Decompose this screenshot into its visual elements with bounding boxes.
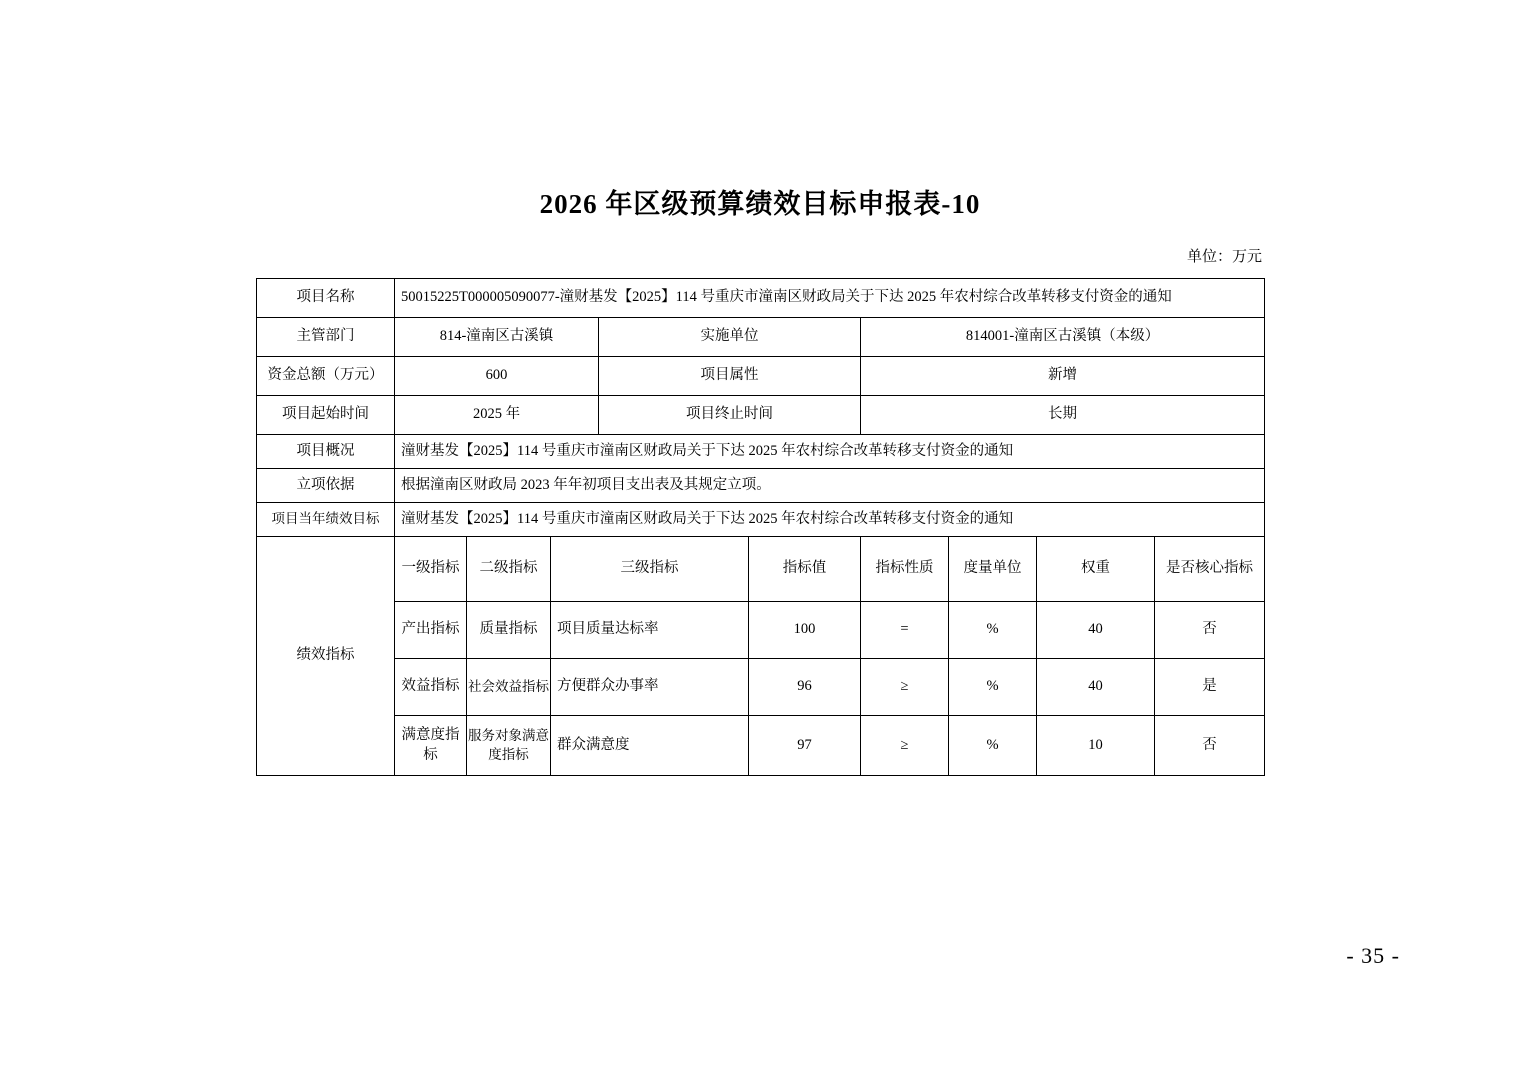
indicator-level1: 产出指标 (395, 602, 467, 659)
indicator-core: 是 (1155, 659, 1265, 716)
field-value-total-funds: 600 (395, 357, 599, 396)
indicator-level3: 项目质量达标率 (551, 602, 749, 659)
field-label-project-name: 项目名称 (257, 279, 395, 318)
page-title: 2026 年区级预算绩效目标申报表-10 (539, 189, 981, 219)
indicator-level3: 群众满意度 (551, 716, 749, 776)
field-label-department: 主管部门 (257, 318, 395, 357)
table-row (257, 318, 1265, 357)
page-number: - 35 - (1346, 943, 1400, 968)
field-label-project-attribute: 项目属性 (599, 357, 861, 396)
table-row (257, 503, 1265, 537)
indicator-header-level1: 一级指标 (395, 537, 467, 602)
field-value-project-name: 50015225T000005090077-潼财基发【2025】114 号重庆市潼南区财政局关于下达 2025 年农村综合改革转移支付资金的通知 (395, 279, 1265, 318)
indicator-header-row (257, 537, 1265, 602)
indicator-weight: 10 (1037, 716, 1155, 776)
field-value-start-time: 2025 年 (395, 396, 599, 435)
indicator-value: 96 (749, 659, 861, 716)
indicator-weight: 40 (1037, 659, 1155, 716)
indicator-level2: 社会效益指标 (467, 659, 551, 716)
table-row (257, 435, 1265, 469)
field-label-end-time: 项目终止时间 (599, 396, 861, 435)
table-row (257, 469, 1265, 503)
field-value-basis: 根据潼南区财政局 2023 年年初项目支出表及其规定立项。 (395, 469, 1265, 503)
field-label-project-overview: 项目概况 (257, 435, 395, 469)
field-label-annual-target: 项目当年绩效目标 (257, 503, 395, 537)
indicator-header-weight: 权重 (1037, 537, 1155, 602)
table-row (257, 279, 1265, 318)
indicator-value: 100 (749, 602, 861, 659)
field-value-department: 814-潼南区古溪镇 (395, 318, 599, 357)
indicator-row (257, 602, 1265, 659)
table-row (257, 396, 1265, 435)
field-label-implementing-unit: 实施单位 (599, 318, 861, 357)
field-label-total-funds: 资金总额（万元） (257, 357, 395, 396)
field-value-end-time: 长期 (861, 396, 1265, 435)
indicator-core: 否 (1155, 716, 1265, 776)
indicator-level1: 满意度指标 (395, 716, 467, 776)
indicator-level2: 质量指标 (467, 602, 551, 659)
indicator-header-level3: 三级指标 (551, 537, 749, 602)
indicator-unit: % (949, 716, 1037, 776)
indicator-unit: % (949, 659, 1037, 716)
indicator-row (257, 716, 1265, 776)
indicator-header-level2: 二级指标 (467, 537, 551, 602)
unit-note: 单位：万元 (1186, 249, 1262, 265)
indicator-value: 97 (749, 716, 861, 776)
indicator-unit: % (949, 602, 1037, 659)
field-label-start-time: 项目起始时间 (257, 396, 395, 435)
field-value-project-attribute: 新增 (861, 357, 1265, 396)
indicator-level2: 服务对象满意度指标 (467, 716, 551, 776)
performance-target-form (256, 278, 1265, 776)
indicator-header-value: 指标值 (749, 537, 861, 602)
indicators-section-label: 绩效指标 (257, 537, 395, 776)
indicator-nature: = (861, 602, 949, 659)
indicator-core: 否 (1155, 602, 1265, 659)
indicator-header-core: 是否核心指标 (1155, 537, 1265, 602)
field-value-project-overview: 潼财基发【2025】114 号重庆市潼南区财政局关于下达 2025 年农村综合改革转移支付资金的通知 (395, 435, 1265, 469)
table-row (257, 357, 1265, 396)
indicator-weight: 40 (1037, 602, 1155, 659)
indicator-nature: ≥ (861, 659, 949, 716)
indicator-header-unit: 度量单位 (949, 537, 1037, 602)
field-value-annual-target: 潼财基发【2025】114 号重庆市潼南区财政局关于下达 2025 年农村综合改革转移支付资金的通知 (395, 503, 1265, 537)
indicator-row (257, 659, 1265, 716)
field-label-basis: 立项依据 (257, 469, 395, 503)
indicator-nature: ≥ (861, 716, 949, 776)
indicator-level1: 效益指标 (395, 659, 467, 716)
indicator-header-nature: 指标性质 (861, 537, 949, 602)
field-value-implementing-unit: 814001-潼南区古溪镇（本级） (861, 318, 1265, 357)
indicator-level3: 方便群众办事率 (551, 659, 749, 716)
